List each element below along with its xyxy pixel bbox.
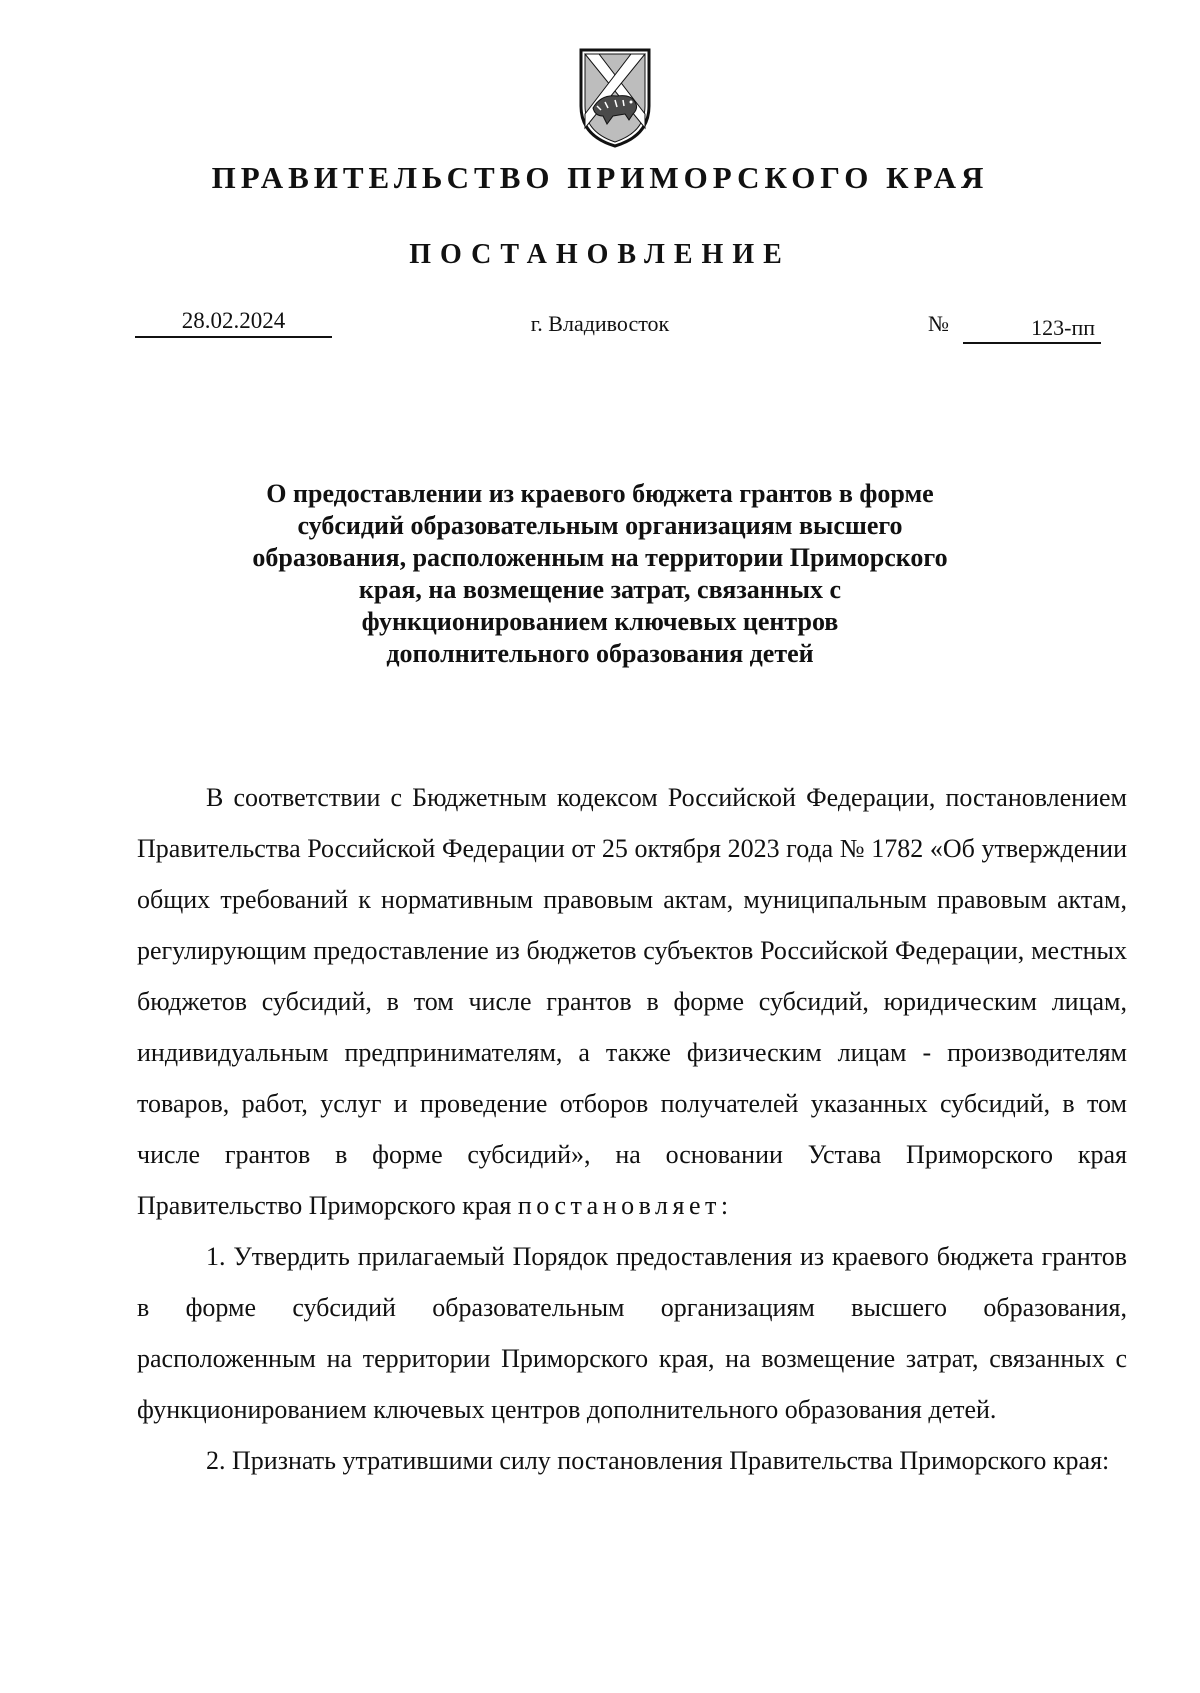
heading-line: края, на возмещение затрат, связанных с bbox=[358, 575, 842, 604]
heading-line: образования, расположенным на территории Приморского bbox=[252, 543, 948, 572]
preamble-text: В соответствии с Бюджетным кодексом Российской Федерации, постановлением Правительства Российской Федерации от 25 октября 2023 года № 1782 «Об утверждении общих требований к нормативным правовым актам, муниципальным правовым актам, регулирующим предоставление из бюджетов субъектов Российской Федерации, местных бюджетов субсидий, в том числе грантов в форме субсидий, юридическим лицам, индивидуальным предпринимателям, а также физическим лицам - производителям товаров, работ, услуг и проведение отборов получателей указанных субсидий, в том числе грантов в форме субсидий», на основании Устава Приморского края Правительство Приморского края bbox=[137, 783, 1127, 1220]
document-number-label: № bbox=[928, 311, 949, 336]
government-title: ПРАВИТЕЛЬСТВО ПРИМОРСКОГО КРАЯ bbox=[211, 160, 989, 195]
heading-line: субсидий образовательным организациям высшего bbox=[297, 511, 903, 540]
preamble-paragraph bbox=[137, 772, 1127, 1231]
item-1-paragraph: 1. Утвердить прилагаемый Порядок предоставления из краевого бюджета грантов в форме субсидий образовательным организациям высшего образования, расположенным на территории Приморского края, на возмещение затрат, связанных с функционированием ключевых центров дополнительного образования детей. bbox=[137, 1242, 1127, 1424]
heading-line: функционированием ключевых центров bbox=[361, 607, 839, 636]
document-city: г. Владивосток bbox=[530, 311, 670, 336]
decree-word: постановляет: bbox=[517, 1191, 733, 1220]
document-number: 123-пп bbox=[963, 315, 1101, 344]
coat-of-arms-icon bbox=[575, 44, 655, 150]
document-type: ПОСТАНОВЛЕНИЕ bbox=[409, 239, 791, 270]
document-heading bbox=[210, 478, 990, 670]
document-body bbox=[137, 772, 1127, 1486]
item-2-paragraph: 2. Признать утратившими силу постановления Правительства Приморского края: bbox=[206, 1446, 1110, 1475]
heading-line: дополнительного образования детей bbox=[386, 639, 814, 668]
document-date: 28.02.2024 bbox=[135, 308, 332, 338]
heading-line: О предоставлении из краевого бюджета грантов в форме bbox=[266, 479, 934, 508]
